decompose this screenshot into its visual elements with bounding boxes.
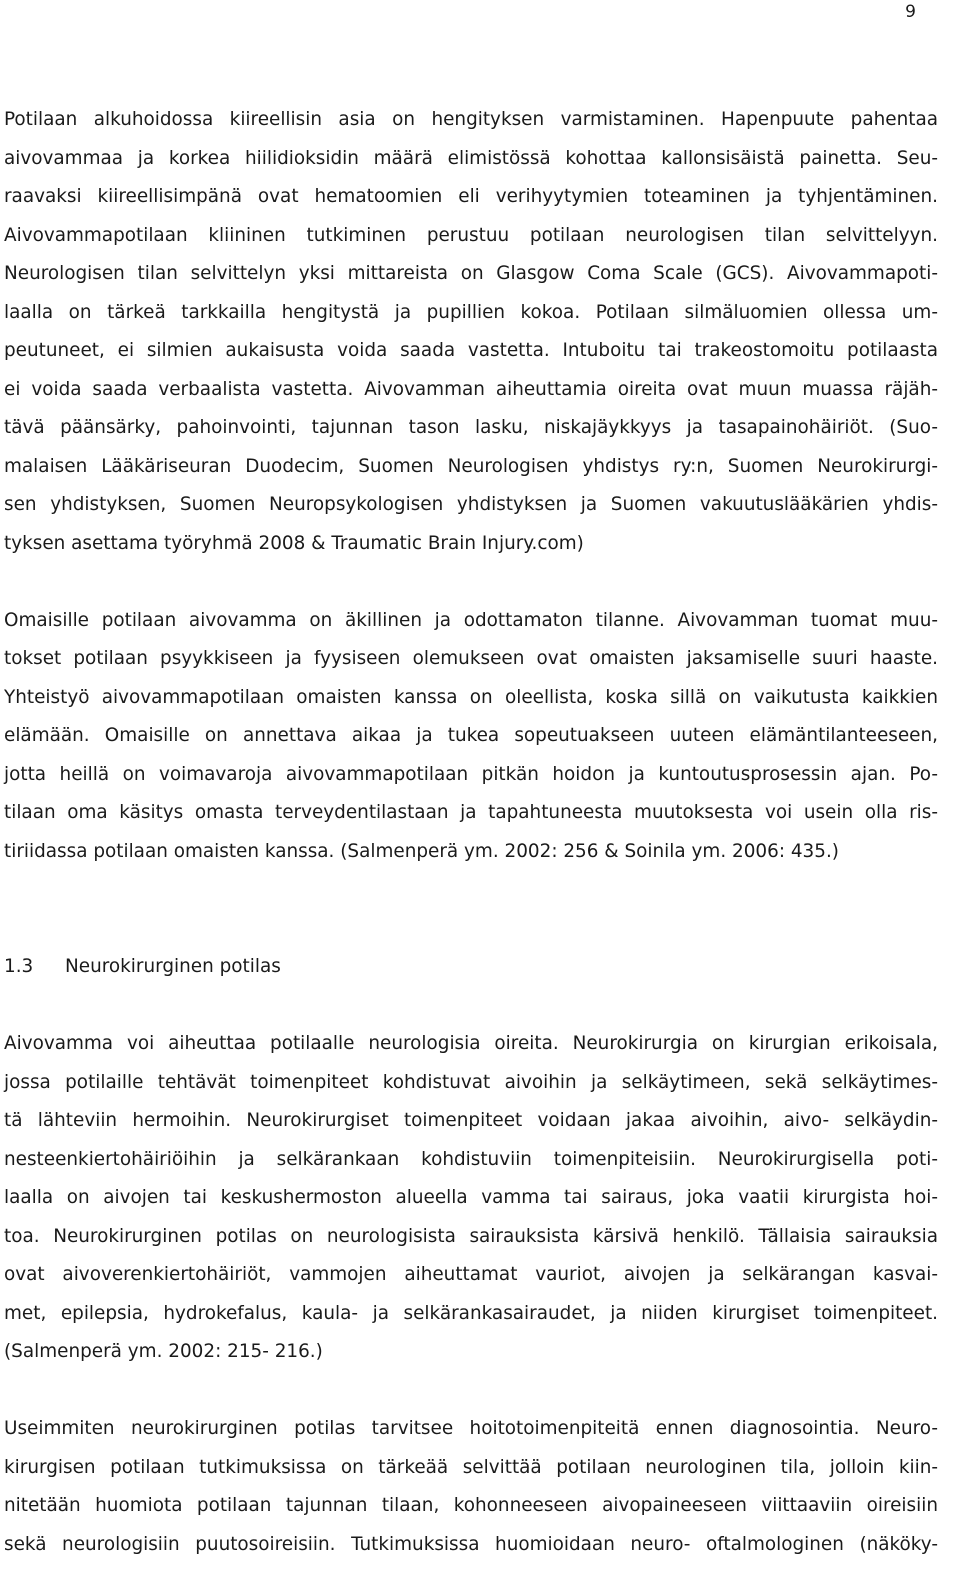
- text-line: Potilaan alkuhoidossa kiireellisin asia on hengityksen varmistaminen. Hapenpuute pahentaa: [4, 109, 938, 130]
- text-line: tyksen asettama työryhmä 2008 & Traumatic Brain Injury.com): [4, 532, 584, 554]
- text-line: aivovammaa ja korkea hiilidioksidin määrä elimistössä kohottaa kallonsisäistä painetta. Seu-: [4, 147, 938, 169]
- text-line: tokset potilaan psyykkiseen ja fyysiseen olemukseen ovat omaisten jaksamiselle suuri haaste.: [4, 648, 938, 669]
- text-line: Neurologisen tilan selvittelyn yksi mittareista on Glasgow Coma Scale (GCS). Aivovammapoti-: [4, 263, 938, 284]
- text-line: Aivovammapotilaan kliininen tutkiminen perustuu potilaan neurologisen tilan selvittelyyn.: [4, 224, 938, 246]
- paragraph-relatives: [4, 602, 938, 872]
- text-line: Omaisille potilaan aivovamma on äkillinen ja odottamaton tilanne. Aivovamman tuomat muu-: [4, 609, 938, 631]
- text-line: tä lähteviin hermoihin. Neurokirurgiset toimenpiteet voidaan jakaa aivoihin, aivo- selkäydin-: [4, 1110, 938, 1131]
- text-line: (Salmenperä ym. 2002: 215- 216.): [4, 1341, 323, 1362]
- paragraph-initial-care: [4, 101, 938, 563]
- text-line: sekä neurologisiin puutosoireisiin. Tutkimuksissa huomioidaan neuro- oftalmologinen (näköky-: [4, 1533, 938, 1555]
- paragraph-spacer: [4, 563, 938, 602]
- paragraph-neurosurgery: [4, 1025, 938, 1372]
- text-line: ovat aivoverenkiertohäiriöt, vammojen aiheuttamat vauriot, aivojen ja selkärangan kasvai-: [4, 1264, 938, 1285]
- text-line: kirurgisen potilaan tutkimuksissa on tärkeää selvittää potilaan neurologinen tila, jolloin kiin-: [4, 1456, 938, 1478]
- text-line: laalla on tärkeä tarkkailla hengitystä ja pupillien kokoa. Potilaan silmäluomien ollessa um-: [4, 301, 938, 323]
- text-line: elämään. Omaisille on annettava aikaa ja tukea sopeutuakseen uuteen elämäntilanteeseen,: [4, 725, 938, 746]
- paragraph-spacer: [4, 987, 938, 1026]
- text-line: laalla on aivojen tai keskushermoston alueella vamma tai sairaus, joka vaatii kirurgista hoi-: [4, 1187, 938, 1208]
- paragraph-diagnosis: [4, 1410, 938, 1564]
- paragraph-spacer: [4, 1372, 938, 1411]
- text-line: sen yhdistyksen, Suomen Neuropsykologisen yhdistyksen ja Suomen vakuutuslääkärien yhdis-: [4, 494, 938, 515]
- section-heading: [4, 948, 938, 987]
- text-line: peutuneet, ei silmien aukaisusta voida saada vastetta. Intuboitu tai trakeostomoitu potilaasta: [4, 340, 938, 361]
- text-line: tilaan oma käsitys omasta terveydentilastaan ja tapahtuneesta muutoksesta voi usein olla ris-: [4, 802, 938, 823]
- text-line: ei voida saada verbaalista vastetta. Aivovamman aiheuttamia oireita ovat muun muassa räjäh-: [4, 378, 938, 400]
- text-line: Useimmiten neurokirurginen potilas tarvitsee hoitotoimenpiteitä ennen diagnosointia. Neuro-: [4, 1418, 938, 1439]
- text-line: jotta heillä on voimavaroja aivovammapotilaan pitkän hoidon ja kuntoutusprosessin ajan. Po-: [4, 763, 938, 785]
- text-line: tävä päänsärky, pahoinvointi, tajunnan tason lasku, niskajäykkyys ja tasapainohäiriöt. (Suo-: [4, 417, 938, 438]
- document-body: [4, 101, 938, 1564]
- text-line: Aivovamma voi aiheuttaa potilaalle neurologisia oireita. Neurokirurgia on kirurgian erikoisala,: [4, 1033, 938, 1054]
- text-line: tiriidassa potilaan omaisten kanssa. (Salmenperä ym. 2002: 256 & Soinila ym. 2006: 435.): [4, 840, 839, 862]
- text-line: malaisen Lääkäriseuran Duodecim, Suomen Neurologisen yhdistys ry:n, Suomen Neurokirurgi-: [4, 455, 938, 477]
- text-line: toa. Neurokirurginen potilas on neurologisista sairauksista kärsivä henkilö. Tällaisia sairauksia: [4, 1225, 938, 1247]
- text-line: Yhteistyö aivovammapotilaan omaisten kanssa on oleellista, koska sillä on vaikutusta kaikkien: [4, 686, 938, 708]
- text-line: nitetään huomiota potilaan tajunnan tilaan, kohonneeseen aivopaineeseen viittaaviin oireisiin: [4, 1495, 938, 1516]
- section-number: 1.3: [4, 956, 34, 977]
- text-line: raavaksi kiireellisimpänä ovat hematoomien eli verihyytymien toteaminen ja tyhjentäminen.: [4, 186, 938, 207]
- section-title: Neurokirurginen potilas: [65, 956, 281, 977]
- text-line: nesteenkiertohäiriöihin ja selkärankaan kohdistuviin toimenpiteisiin. Neurokirurgisella poti-: [4, 1148, 938, 1170]
- text-line: jossa potilaille tehtävät toimenpiteet kohdistuvat aivoihin ja selkäytimeen, sekä selkäytimes-: [4, 1071, 938, 1093]
- page-number: 9: [905, 2, 916, 22]
- text-line: met, epilepsia, hydrokefalus, kaula- ja selkärankasairaudet, ja niiden kirurgiset toimenpiteet.: [4, 1302, 938, 1324]
- section-spacer: [4, 871, 938, 948]
